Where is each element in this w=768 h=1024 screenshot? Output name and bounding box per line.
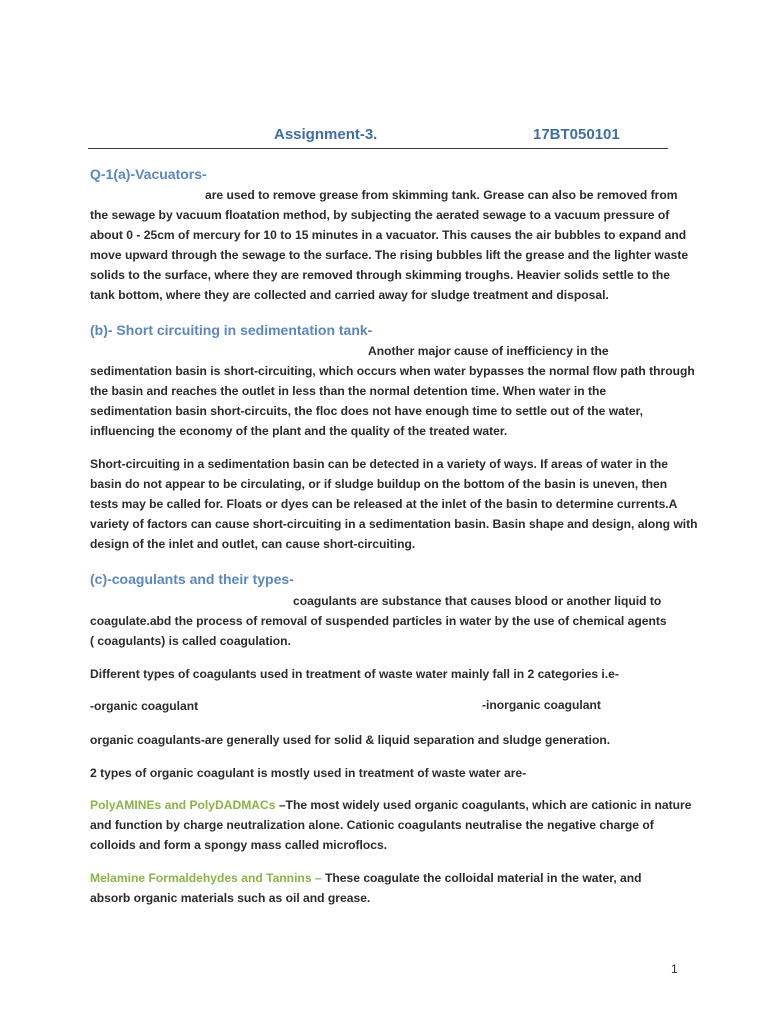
text-line: tests may be called for. Floats or dyes can be released at the inlet of the basin to determine currents.A: [90, 497, 678, 511]
section-heading-short-circuiting: (b)- Short circuiting in sedimentation tank-: [90, 322, 373, 338]
text-line: absorb organic materials such as oil and grease.: [90, 891, 371, 905]
text-line: colloids and form a spongy mass called microflocs.: [90, 838, 388, 852]
text-line: variety of factors can cause short-circuiting in a sedimentation basin. Basin shape and design, along with: [90, 517, 698, 531]
organic-coagulants-use: organic coagulants-are generally used for solid & liquid separation and sludge generation.: [90, 733, 611, 747]
text-line: basin do not appear to be circulating, or if sludge buildup on the bottom of the basin is uneven, then: [90, 477, 668, 491]
text-line: coagulants are substance that causes blood or another liquid to: [293, 594, 662, 608]
text-line: –The most widely used organic coagulants, which are cationic in nature: [275, 798, 692, 812]
text-line: about 0 - 25cm of mercury for 10 to 15 minutes in a vacuator. This causes the air bubbles to expand and: [90, 228, 687, 242]
organic-coagulant-label: -organic coagulant: [90, 699, 199, 713]
text-line: move upward through the sewage to the surface. The rising bubbles lift the grease and the lighter waste: [90, 248, 689, 262]
text-line: tank bottom, where they are collected and carried away for sludge treatment and disposal.: [90, 288, 609, 302]
text-line: influencing the economy of the plant and the quality of the treated water.: [90, 424, 508, 438]
short-circuiting-paragraph: [90, 341, 695, 441]
vacuators-paragraph: [90, 185, 690, 305]
page-number: 1: [671, 962, 678, 976]
student-id: 17BT050101: [533, 126, 620, 143]
text-line: design of the inlet and outlet, can cause short-circuiting.: [90, 537, 416, 551]
text-line: sedimentation basin short-circuits, the floc does not have enough time to settle out of the water,: [90, 404, 644, 418]
text-line: are used to remove grease from skimming tank. Grease can also be removed from: [205, 188, 678, 202]
text-line: the basin and reaches the outlet in less than the normal detention time. When water in the: [90, 384, 607, 398]
text-line: Short-circuiting in a sedimentation basin can be detected in a variety of ways. If areas of water in the: [90, 457, 668, 471]
text-line: the sewage by vacuum floatation method, by subjecting the aerated sewage to a vacuum pressure of: [90, 208, 670, 222]
short-circuiting-detection-paragraph: [90, 454, 698, 554]
melamine-paragraph: [90, 868, 690, 908]
document-header: [88, 126, 668, 149]
inorganic-coagulant-label: -inorganic coagulant: [482, 698, 601, 712]
text-line: Another major cause of inefficiency in the: [368, 344, 609, 358]
text-line: and function by charge neutralization alone. Cationic coagulants neutralise the negative charge of: [90, 818, 654, 832]
polyamines-term: PolyAMINEs and PolyDADMACs: [90, 798, 276, 812]
text-line: solids to the surface, where they are removed through skimming troughs. Heavier solids settle to the: [90, 268, 670, 282]
text-line: ( coagulants) is called coagulation.: [90, 634, 291, 648]
text-line: coagulate.abd the process of removal of suspended particles in water by the use of chemical agents: [90, 614, 667, 628]
section-heading-vacuators: Q-1(a)-Vacuators-: [90, 166, 207, 182]
melamine-term: Melamine Formaldehydes and Tannins –: [90, 871, 322, 885]
coagulants-paragraph: [90, 591, 690, 651]
text-line: These coagulate the colloidal material in the water, and: [321, 871, 642, 885]
two-types-line: 2 types of organic coagulant is mostly used in treatment of waste water are-: [90, 766, 527, 780]
text-line: sedimentation basin is short-circuiting, which occurs when water bypasses the normal flow path through: [90, 364, 695, 378]
section-heading-coagulants: (c)-coagulants and their types-: [90, 571, 294, 587]
coagulant-categories-line: Different types of coagulants used in treatment of waste water mainly fall in 2 categories i.e-: [90, 667, 619, 681]
polyamines-paragraph: [90, 795, 690, 855]
assignment-title: Assignment-3.: [274, 126, 378, 143]
